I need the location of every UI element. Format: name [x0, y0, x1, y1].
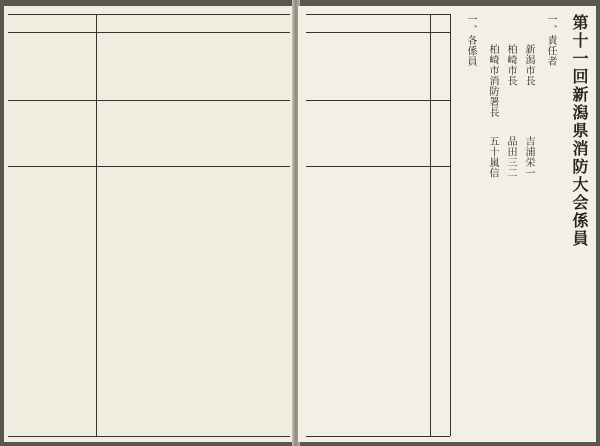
left-table-rule-1: [8, 32, 290, 33]
role-title-2: 柏崎市長: [505, 44, 516, 86]
role-name-1: 吉浦栄一: [523, 136, 534, 178]
left-table-border-top: [8, 14, 290, 15]
left-page: [4, 6, 294, 442]
left-table-rule-3: [8, 166, 290, 167]
left-table-border-bottom: [8, 436, 290, 437]
section-heading-members: 一、各係員: [465, 14, 476, 67]
table-rule-1: [306, 32, 450, 33]
table-header-col-divider: [430, 14, 431, 436]
table-border-top: [306, 14, 450, 15]
section-divider: [96, 14, 97, 436]
table-rule-2: [306, 100, 450, 101]
role-name-3: 五十嵐信: [487, 136, 498, 178]
role-title-3: 柏崎市消防署長: [487, 44, 498, 118]
section-heading-responsible: 一、責任者: [545, 14, 556, 67]
table-border-bottom: [306, 436, 450, 437]
right-page: [298, 6, 596, 442]
left-table-rule-2: [8, 100, 290, 101]
page-title: 第十一回新潟県消防大会係員: [570, 14, 589, 248]
table-header-col-border: [450, 14, 451, 436]
role-name-2: 品田三二: [505, 136, 516, 178]
table-rule-3: [306, 166, 450, 167]
role-title-1: 新潟市長: [523, 44, 534, 86]
